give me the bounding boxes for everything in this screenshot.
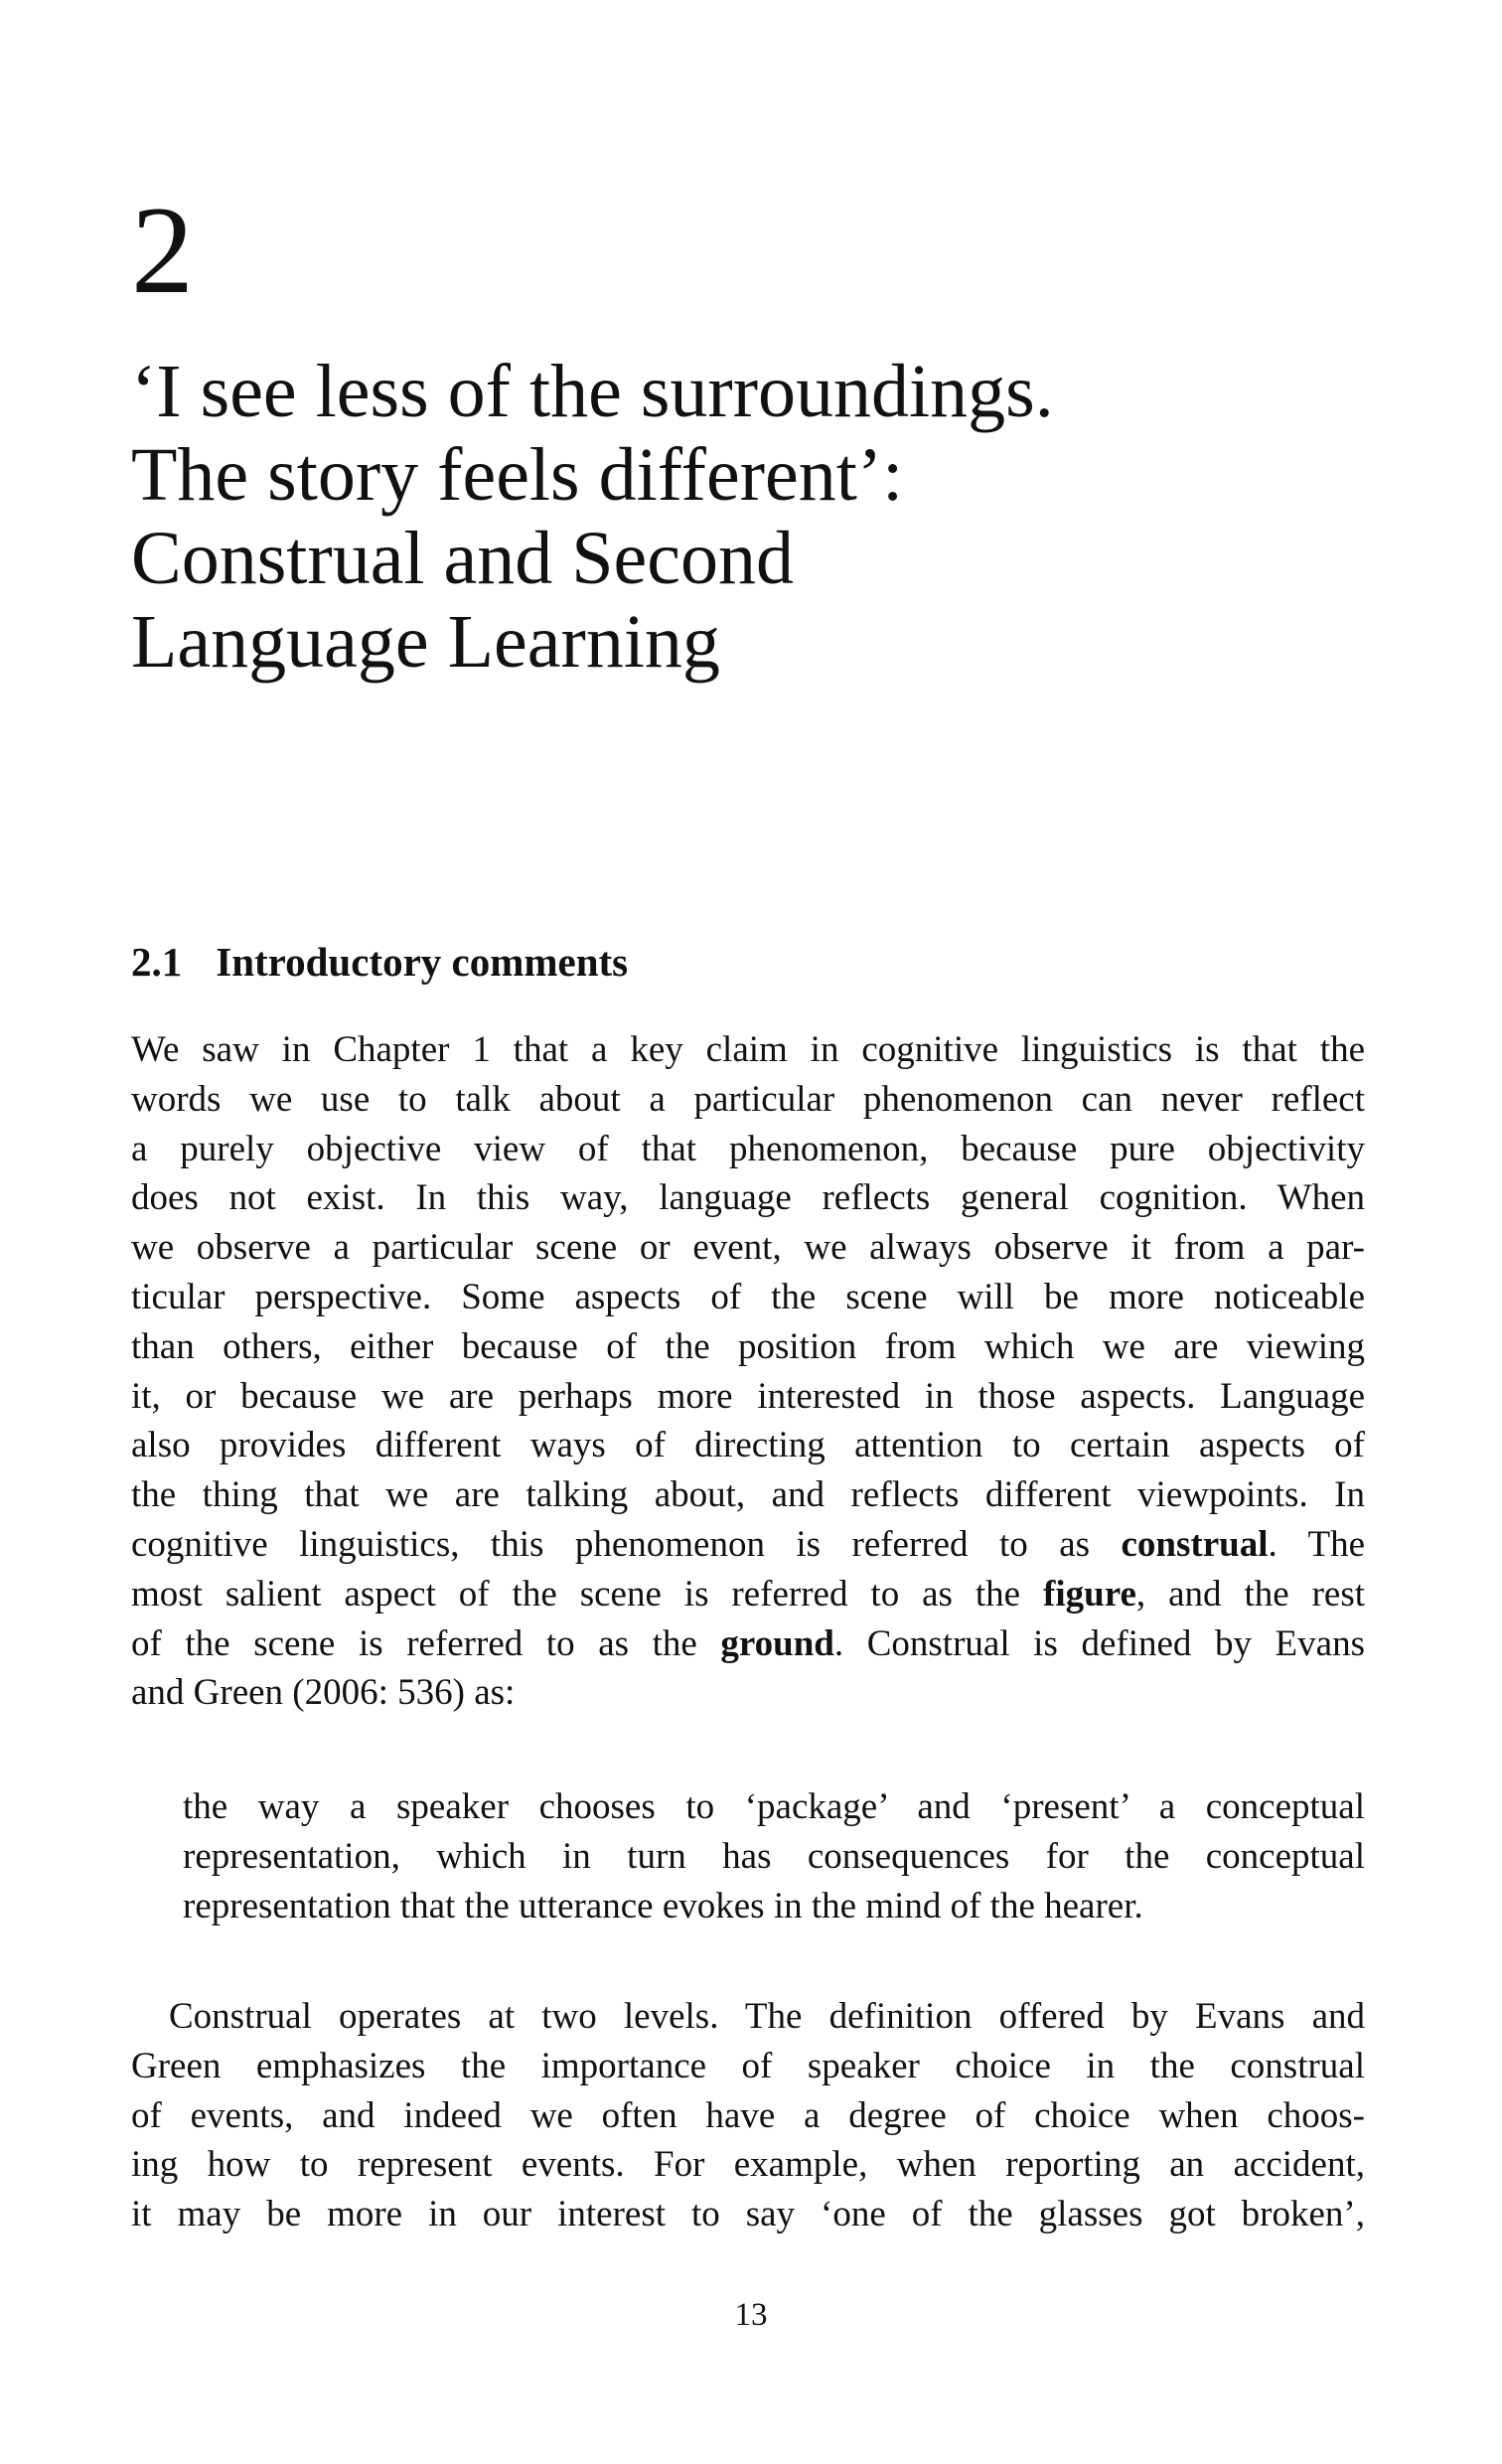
text-line — [131, 1570, 1365, 1619]
text-line: it, or because we are perhaps more interested in those aspects. Language — [131, 1375, 1365, 1417]
chapter-title-line: Construal and Second — [131, 517, 795, 600]
text-line: we observe a particular scene or event, we always observe it from a par- — [131, 1227, 1365, 1269]
text-line: ticular perspective. Some aspects of the scene will be more noticeable — [131, 1276, 1365, 1317]
text-line: also provides different ways of directing attention to certain aspects of — [131, 1425, 1365, 1466]
text-run: cognitive linguistics, this phenomenon is referred to as — [131, 1523, 1122, 1565]
text-line: a purely objective view of that phenomenon, because pure objectivity — [131, 1128, 1365, 1169]
page-number: 13 — [734, 2297, 768, 2333]
text-line: We saw in Chapter 1 that a key claim in cognitive linguistics is that the — [131, 1029, 1365, 1070]
text-run: . Construal is defined by Evans — [833, 1622, 1365, 1664]
text-line: ing how to represent events. For example, when reporting an accident, — [131, 2144, 1365, 2186]
text-line: and Green (2006: 536) as: — [131, 1672, 516, 1714]
text-run: . The — [1268, 1523, 1366, 1565]
chapter-number: 2 — [131, 182, 194, 320]
text-line: Construal operates at two levels. The definition offered by Evans and — [169, 1996, 1365, 2037]
quote-line: the way a speaker chooses to ‘package’ and ‘present’ a conceptual — [183, 1786, 1365, 1827]
section-heading — [131, 936, 628, 988]
text-line: of events, and indeed we often have a degree of choice when choos- — [131, 2094, 1365, 2136]
block-quote — [183, 1782, 1365, 1930]
chapter-title-line: Language Learning — [131, 600, 720, 684]
text-line: it may be more in our interest to say ‘one of the glasses got broken’, — [131, 2194, 1365, 2235]
chapter-title-line: ‘I see less of the surroundings. — [131, 350, 1054, 433]
body-paragraph-1 — [131, 1025, 1365, 1718]
body-paragraph-2 — [131, 1992, 1365, 2239]
text-line — [131, 1619, 1365, 1669]
term-construal: construal — [1121, 1523, 1269, 1565]
text-line: words we use to talk about a particular phenomenon can never reflect — [131, 1078, 1365, 1120]
chapter-title-line: The story feels different’: — [131, 433, 904, 517]
text-line: the thing that we are talking about, and reflects different viewpoints. In — [131, 1474, 1365, 1516]
term-figure: figure — [1043, 1573, 1136, 1615]
text-line: does not exist. In this way, language reflects general cognition. When — [131, 1177, 1365, 1219]
term-ground: ground — [720, 1622, 834, 1664]
text-line: than others, either because of the position from which we are viewing — [131, 1325, 1365, 1367]
text-line — [131, 1520, 1365, 1570]
text-run: most salient aspect of the scene is referred to as the — [131, 1573, 1044, 1615]
quote-line: representation that the utterance evokes in the mind of the hearer. — [183, 1885, 1143, 1926]
quote-line: representation, which in turn has consequences for the conceptual — [183, 1835, 1365, 1877]
text-line: Green emphasizes the importance of speaker choice in the construal — [131, 2045, 1365, 2086]
section-number: 2.1 — [131, 939, 183, 985]
text-run: , and the rest — [1135, 1573, 1365, 1615]
section-title: Introductory comments — [216, 939, 629, 985]
text-run: of the scene is referred to as the — [131, 1622, 721, 1664]
chapter-title — [131, 350, 1363, 684]
